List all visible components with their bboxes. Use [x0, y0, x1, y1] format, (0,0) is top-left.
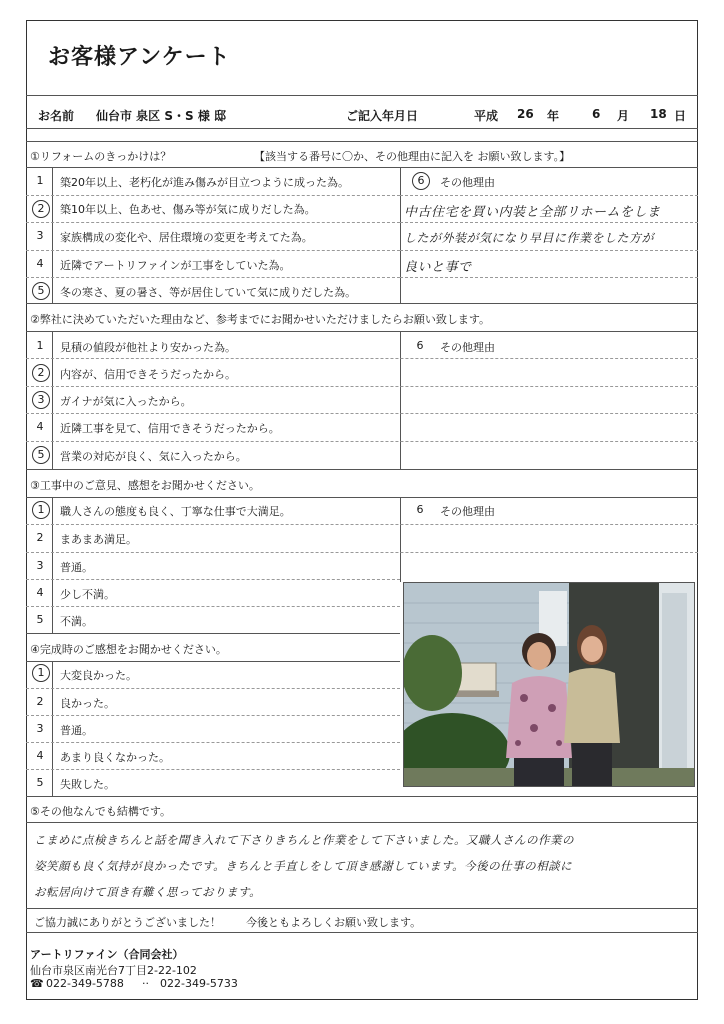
- divider: [26, 222, 400, 223]
- item-number-circled: 3: [32, 391, 50, 409]
- day-unit: 日: [674, 109, 687, 123]
- page-title: お客様アンケート: [48, 45, 231, 70]
- divider: [26, 769, 400, 770]
- list-item: 築10年以上、色あせ、傷み等が気に成りだした為。: [60, 203, 316, 216]
- divider: [26, 742, 400, 743]
- item-number: 1: [36, 174, 44, 187]
- divider: [26, 331, 698, 332]
- other-number-circled: 6: [412, 172, 430, 190]
- handwritten-comment-line: こまめに点検きちんと話を聞き入れて下さりきちんと作業をして下さいました。又職人さんの作業の: [34, 833, 574, 847]
- list-item: ガイナが気に入ったから。: [60, 395, 192, 408]
- divider: [26, 195, 400, 196]
- divider: [400, 195, 698, 196]
- column-divider: [400, 497, 401, 582]
- company-name: アートリファイン（合同会社）: [30, 948, 184, 961]
- item-number: 2: [36, 695, 44, 708]
- handwritten-comment-line: 姿笑顔も良く気持が良かったです。きちんと手直しをして頂き感謝しています。今後の仕事の相談に: [34, 859, 573, 873]
- item-number: 3: [36, 559, 44, 572]
- item-number-circled: 2: [32, 364, 50, 382]
- list-item: 普通。: [60, 724, 93, 737]
- divider: [26, 633, 400, 634]
- section1-heading: ①リフォームのきっかけは？: [30, 150, 172, 163]
- item-number: 3: [36, 229, 44, 242]
- closing-regards: 今後ともよろしくお願い致します。: [246, 916, 422, 929]
- item-number: 2: [36, 531, 44, 544]
- divider: [26, 469, 698, 470]
- divider: [26, 661, 400, 662]
- divider: [26, 715, 400, 716]
- section5-heading: ⑤その他なんでも結構です。: [30, 805, 171, 818]
- divider: [26, 524, 698, 525]
- list-item: 職人さんの態度も良く、丁寧な仕事で大満足。: [60, 505, 291, 518]
- other-label: その他理由: [440, 505, 495, 518]
- divider: [26, 908, 698, 909]
- name-value: 仙台市 泉区 S・S 様 邸: [96, 109, 226, 123]
- divider: [26, 413, 698, 414]
- handwritten-line: したが外装が気になり早目に作業をした方が: [404, 231, 655, 245]
- customer-photo: [403, 582, 695, 787]
- num-column-divider: [52, 497, 53, 633]
- other-number: 6: [416, 339, 424, 352]
- list-item: 内容が、信用できそうだったから。: [60, 368, 236, 381]
- item-number: 5: [36, 613, 44, 626]
- company-tel: 022-349-5788: [46, 977, 124, 990]
- divider: [26, 386, 698, 387]
- list-item: あまり良くなかった。: [60, 751, 170, 764]
- item-number: 4: [36, 420, 44, 433]
- year-value: 26: [517, 107, 534, 121]
- divider: [26, 579, 400, 580]
- other-label: その他理由: [440, 341, 495, 354]
- company-address: 仙台市泉区南光台7丁目2-22-102: [30, 964, 197, 977]
- item-number-circled: 5: [32, 446, 50, 464]
- company-fax: 022-349-5733: [160, 977, 238, 990]
- item-number: 1: [36, 339, 44, 352]
- item-number: 4: [36, 257, 44, 270]
- section4-heading: ④完成時のご感想をお聞かせください。: [30, 643, 227, 656]
- num-column-divider: [52, 661, 53, 796]
- divider: [26, 128, 698, 129]
- phone-icon: ☎: [30, 977, 44, 990]
- divider: [26, 688, 400, 689]
- divider: [26, 141, 698, 142]
- list-item: まあまあ満足。: [60, 533, 137, 546]
- divider: [26, 822, 698, 823]
- year-unit: 年: [547, 109, 560, 123]
- column-divider: [400, 167, 401, 303]
- item-number-circled: 1: [32, 664, 50, 682]
- item-number: 5: [36, 776, 44, 789]
- handwritten-line: 中古住宅を買い内装と全部リホームをしま: [404, 205, 661, 220]
- divider: [26, 277, 400, 278]
- name-label: お名前: [38, 109, 75, 123]
- item-number-circled: 2: [32, 200, 50, 218]
- era: 平成: [474, 109, 499, 123]
- list-item: 失敗した。: [60, 778, 115, 791]
- handwritten-comment-line: お転居向けて頂き有難く思っております。: [34, 885, 262, 899]
- list-item: 少し不満。: [60, 588, 115, 601]
- photo-illustration: [404, 583, 694, 786]
- list-item: 不満。: [60, 615, 93, 628]
- list-item: 築20年以上、老朽化が進み傷みが目立つように成った為。: [60, 176, 349, 189]
- item-number: 3: [36, 722, 44, 735]
- list-item: 冬の寒さ、夏の暑さ、等が居住していて気に成りだした為。: [60, 286, 357, 299]
- date-label: ご記入年月日: [346, 109, 419, 123]
- month-unit: 月: [617, 109, 630, 123]
- item-number-circled: 5: [32, 282, 50, 300]
- divider: [26, 167, 698, 168]
- num-column-divider: [52, 331, 53, 469]
- num-column-divider: [52, 167, 53, 303]
- section3-heading: ③工事中のご意見、感想をお聞かせください。: [30, 479, 260, 492]
- other-label: その他理由: [440, 176, 495, 189]
- other-number: 6: [416, 503, 424, 516]
- section2-heading: ②弊社に決めていただいた理由など、参考までにお聞かせいただけましたらお願い致します。: [30, 313, 490, 326]
- item-number: 4: [36, 586, 44, 599]
- divider: [26, 441, 698, 442]
- handwritten-line: 良いと事で: [404, 260, 472, 275]
- item-number-circled: 1: [32, 501, 50, 519]
- list-item: 大変良かった。: [60, 669, 137, 682]
- list-item: 家族構成の変化や、居住環境の変更を考えてた為。: [60, 231, 313, 244]
- divider: [26, 303, 698, 304]
- item-number: 4: [36, 749, 44, 762]
- day-value: 18: [650, 107, 667, 121]
- divider: [26, 250, 400, 251]
- list-item: 良かった。: [60, 697, 115, 710]
- list-item: 近隣工事を見て、信用できそうだったから。: [60, 422, 280, 435]
- divider: [26, 95, 698, 96]
- list-item: 近隣でアートリファインが工事をしていた為。: [60, 259, 291, 272]
- divider: [26, 358, 698, 359]
- divider: [26, 606, 400, 607]
- month-value: 6: [592, 107, 601, 121]
- closing-thanks: ご協力誠にありがとうございました！: [34, 916, 221, 929]
- fax-icon: ··: [142, 977, 149, 990]
- list-item: 営業の対応が良く、気に入ったから。: [60, 450, 247, 463]
- divider: [400, 250, 698, 251]
- divider: [26, 932, 698, 933]
- divider: [26, 497, 698, 498]
- list-item: 普通。: [60, 561, 93, 574]
- list-item: 見積の値段が他社より安かった為。: [60, 341, 236, 354]
- section1-instruction: 【該当する番号に〇か、その他理由に記入を お願い致します。】: [254, 150, 571, 163]
- divider: [26, 796, 698, 797]
- divider: [26, 552, 698, 553]
- divider: [400, 277, 698, 278]
- column-divider: [400, 331, 401, 469]
- divider: [400, 222, 698, 223]
